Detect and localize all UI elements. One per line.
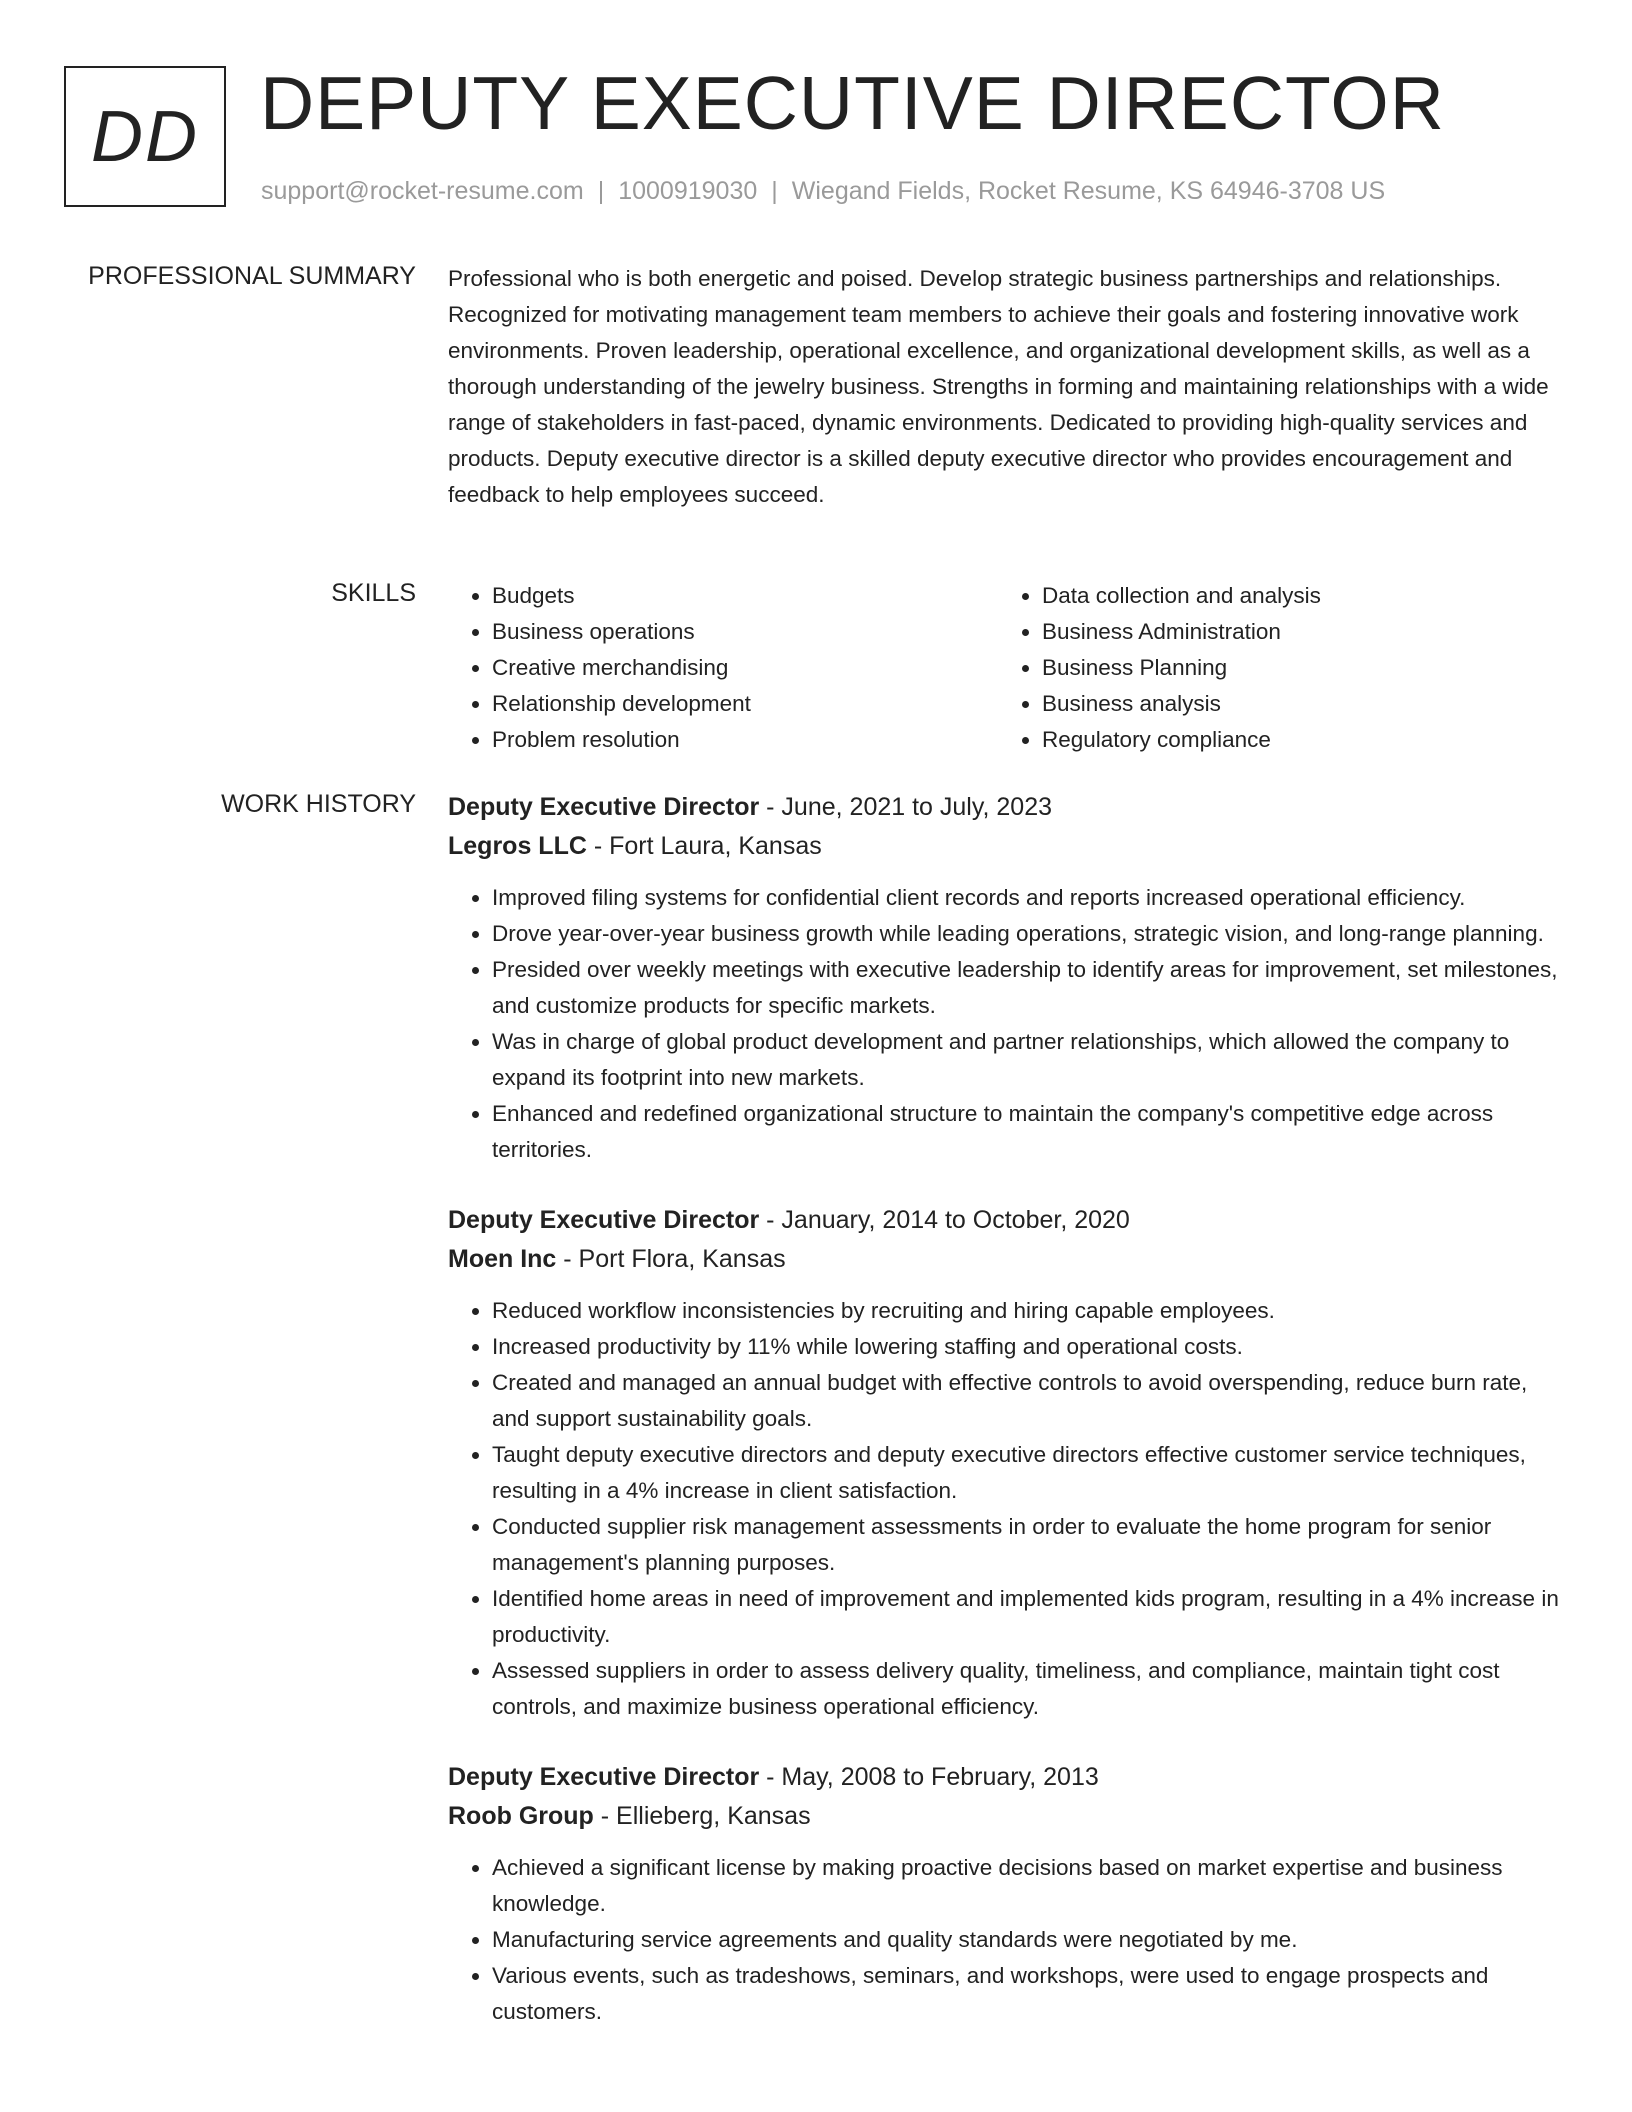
job-location: - Port Flora, Kansas: [556, 1245, 786, 1273]
work-history-body: [448, 789, 1560, 2064]
job-location: - Fort Laura, Kansas: [586, 832, 822, 860]
job-bullet: • Manufacturing service agreements and quality standards were negotiated by me.: [492, 1922, 1560, 1958]
job-entry: [448, 789, 1560, 1168]
job-company: Legros LLC: [448, 832, 587, 860]
job-bullet: • Enhanced and redefined organizational structure to maintain the company's competitive edge across territories.: [492, 1096, 1560, 1168]
separator: |: [771, 177, 778, 205]
job-bullet: • Reduced workflow inconsistencies by recruiting and hiring capable employees.: [492, 1293, 1560, 1329]
contact-line: [261, 176, 1385, 206]
skill-item: • Relationship development: [492, 686, 998, 722]
section-label-skills: SKILLS: [331, 579, 416, 607]
job-dates: - May, 2008 to February, 2013: [759, 1763, 1099, 1791]
skills-column-right: [998, 578, 1548, 758]
separator: |: [597, 177, 605, 205]
job-entry: [448, 1759, 1560, 2030]
skills-column-left: [448, 578, 998, 758]
job-dates: - January, 2014 to October, 2020: [759, 1206, 1130, 1234]
job-location: - Ellieberg, Kansas: [593, 1802, 811, 1830]
section-label-summary: PROFESSIONAL SUMMARY: [88, 262, 416, 290]
summary-text: Professional who is both energetic and poised. Develop strategic business partnerships and relationships. Recognized for motivating management team members to achieve their goals and fostering innovative work environments. Proven leadership, operational excellence, and organizational development skills, as well as a thorough understanding of the jewelry business. Strengths in forming and maintaining relationships with a wide range of stakeholders in fast-paced, dynamic environments. Dedicated to providing high-quality services and products. Deputy executive director is a skilled deputy executive director who provides encouragement and feedback to help employees succeed.: [448, 266, 1549, 507]
candidate-name: DEPUTY EXECUTIVE DIRECTOR: [260, 61, 1445, 145]
job-bullet: • Assessed suppliers in order to assess delivery quality, timeliness, and compliance, maintain tight cost controls, and maximize business operational efficiency.: [492, 1653, 1560, 1725]
skill-item: • Data collection and analysis: [1042, 578, 1548, 614]
job-bullet: • Improved filing systems for confidential client records and reports increased operational efficiency.: [492, 880, 1560, 916]
phone: 1000919030: [618, 177, 758, 205]
job-bullet: • Taught deputy executive directors and deputy executive directors effective customer service techniques, resulting in a 4% increase in client satisfaction.: [492, 1437, 1560, 1509]
skill-item: • Business operations: [492, 614, 998, 650]
job-bullets: [448, 1850, 1560, 2030]
job-company-line: [448, 828, 1560, 864]
skill-item: • Business analysis: [1042, 686, 1548, 722]
job-bullet: • Created and managed an annual budget with effective controls to avoid overspending, reduce burn rate, and support sustainability goals.: [492, 1365, 1560, 1437]
monogram-initials: DD: [91, 96, 199, 177]
job-title-line: [448, 1759, 1560, 1795]
job-bullet: • Presided over weekly meetings with executive leadership to identify areas for improvement, set milestones, and customize products for specific markets.: [492, 952, 1560, 1024]
skills-body: [448, 578, 1560, 758]
job-title-line: [448, 1202, 1560, 1238]
job-company-line: [448, 1241, 1560, 1277]
job-bullet: • Was in charge of global product development and partner relationships, which allowed the company to expand its footprint into new markets.: [492, 1024, 1560, 1096]
skill-item: • Problem resolution: [492, 722, 998, 758]
summary-body: [448, 261, 1560, 513]
job-bullet: • Identified home areas in need of improvement and implemented kids program, resulting in a 4% increase in productivity.: [492, 1581, 1560, 1653]
monogram-box: [64, 66, 226, 207]
skill-item: • Business Administration: [1042, 614, 1548, 650]
skill-item: • Budgets: [492, 578, 998, 614]
skill-item: • Creative merchandising: [492, 650, 998, 686]
job-bullet: • Various events, such as tradeshows, seminars, and workshops, were used to engage prospects and customers.: [492, 1958, 1560, 2030]
job-bullet: • Increased productivity by 11% while lowering staffing and operational costs.: [492, 1329, 1560, 1365]
job-title: Deputy Executive Director: [448, 1206, 760, 1234]
job-bullet: • Achieved a significant license by making proactive decisions based on market expertise and business knowledge.: [492, 1850, 1560, 1922]
address: Wiegand Fields, Rocket Resume, KS 64946-3708 US: [791, 177, 1386, 205]
job-title: Deputy Executive Director: [448, 1763, 760, 1791]
skill-item: • Business Planning: [1042, 650, 1548, 686]
job-company: Moen Inc: [448, 1245, 557, 1273]
skill-item: • Regulatory compliance: [1042, 722, 1548, 758]
job-bullet: • Drove year-over-year business growth while leading operations, strategic vision, and long-range planning.: [492, 916, 1560, 952]
job-entry: [448, 1202, 1560, 1725]
job-company: Roob Group: [448, 1802, 594, 1830]
job-title: Deputy Executive Director: [448, 793, 760, 821]
job-dates: - June, 2021 to July, 2023: [759, 793, 1053, 821]
job-title-line: [448, 789, 1560, 825]
section-label-work-history: WORK HISTORY: [221, 790, 416, 818]
job-bullets: [448, 1293, 1560, 1725]
email: support@rocket-resume.com: [261, 177, 584, 205]
job-bullet: • Conducted supplier risk management assessments in order to evaluate the home program for senior management's planning purposes.: [492, 1509, 1560, 1581]
job-bullets: [448, 880, 1560, 1168]
job-company-line: [448, 1798, 1560, 1834]
